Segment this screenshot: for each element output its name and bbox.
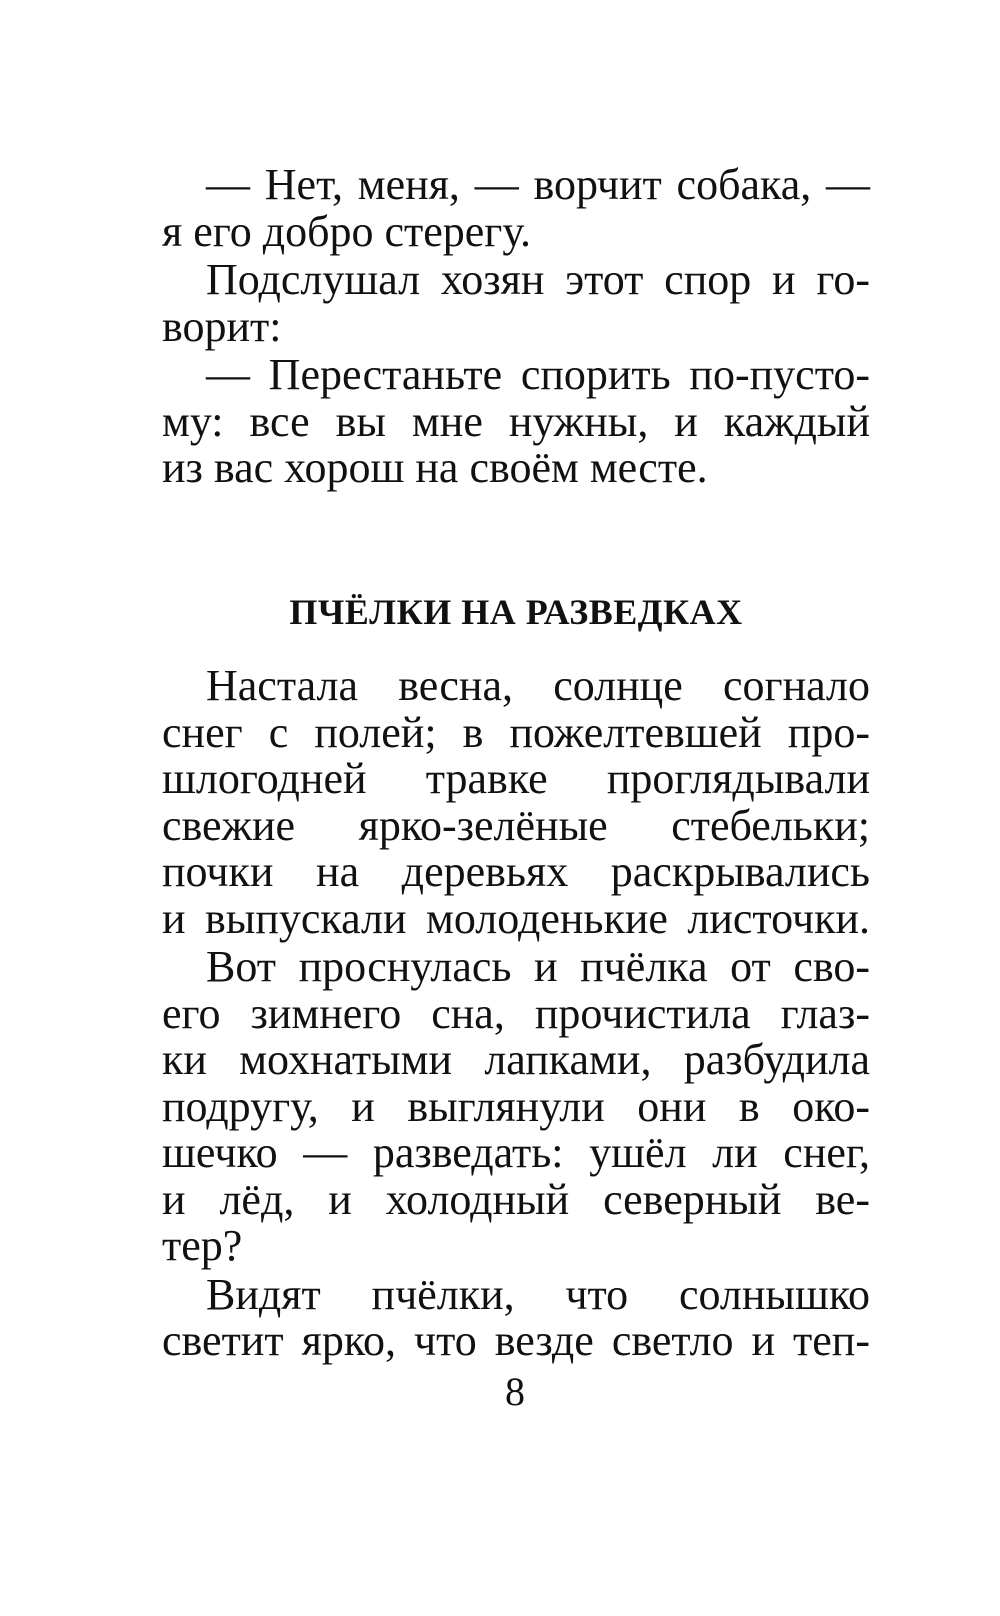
text-line: его зимнего сна, прочистила глаз- — [162, 988, 870, 1038]
text-line: светит ярко, что везде светло и теп- — [162, 1316, 870, 1365]
text-line: Настала весна, солнце согнало — [206, 661, 870, 710]
text-line: почки на деревьях раскрывались — [162, 847, 870, 896]
text-line: снег с полей; в пожелтевшей про- — [162, 707, 870, 757]
text-line: свежие ярко-зелёные стебельки; — [162, 800, 870, 850]
text-line: — Перестаньте спорить по-пусто- — [206, 350, 870, 399]
text-line: из вас хорош на своём месте. — [162, 443, 708, 492]
text-line: Подслушал хозян этот спор и го- — [206, 255, 870, 304]
story-title: ПЧЁЛКИ НА РАЗВЕДКАХ — [289, 592, 743, 632]
text-line: шечко — разведать: ушёл ли снег, — [162, 1128, 870, 1177]
text-line: и лёд, и холодный северный ве- — [162, 1174, 870, 1224]
text-line: и выпускали молоденькие листочки. — [162, 893, 870, 943]
paragraph — [162, 162, 870, 255]
text-line: Видят пчёлки, что солнышко — [206, 1269, 870, 1319]
text-line: Вот проснулась и пчёлка от сво- — [206, 942, 870, 991]
text-line: му: все вы мне нужны, и каждый — [162, 396, 870, 446]
paragraph — [162, 352, 870, 492]
page-number: 8 — [505, 1369, 525, 1414]
top-text-block — [162, 162, 870, 494]
paragraph — [162, 1269, 870, 1365]
text-line: шлогодней травке проглядывали — [162, 754, 870, 803]
story-text-block — [162, 663, 870, 1367]
paragraph — [162, 663, 870, 942]
text-line: ворит: — [162, 301, 282, 351]
paragraph — [162, 257, 870, 350]
text-line: я его добро стерегу. — [162, 206, 531, 256]
text-line: тер? — [162, 1221, 243, 1270]
text-line: ки мохнатыми лапками, разбудила — [162, 1035, 870, 1084]
paragraph — [162, 944, 870, 1270]
text-line: подругу, и выглянули они в око- — [162, 1081, 870, 1131]
text-line: — Нет, меня, — ворчит собака, — — [206, 160, 870, 209]
